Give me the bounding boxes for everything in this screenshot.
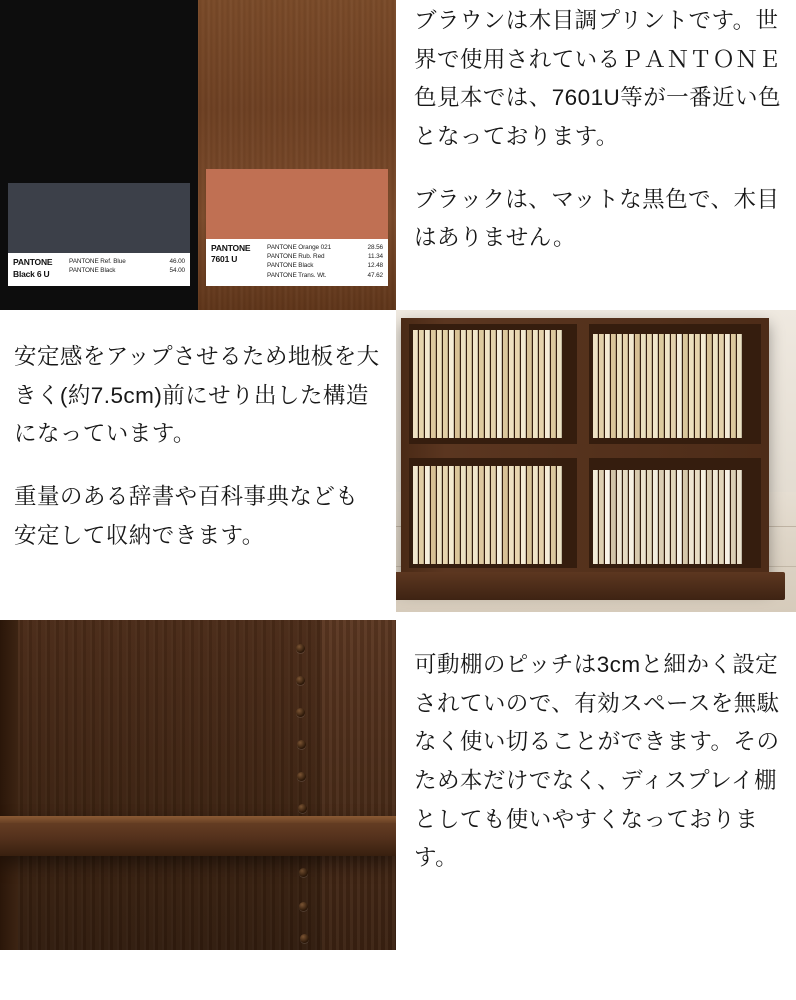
section-stability: [0, 310, 796, 620]
chip-color-block: [206, 169, 388, 239]
chip-recipe-value: 28.56: [367, 243, 383, 251]
stability-description: [0, 310, 396, 620]
chip-code-line2: Black 6 U: [13, 268, 50, 279]
chip-code-line1: PANTONE: [211, 242, 251, 253]
section-shelf-pitch: [0, 620, 796, 960]
shelf-pin-hole: [299, 902, 308, 911]
shelf-compartment: [409, 458, 577, 568]
chip-recipe-label: PANTONE Black: [69, 267, 116, 275]
chip-recipe-label: PANTONE Black: [267, 262, 314, 270]
photo-bookshelf-with-books: [396, 310, 796, 612]
chip-recipe-value: 11.34: [367, 253, 383, 261]
chip-recipe: [69, 257, 185, 280]
photo-shelf-front-edge: [0, 816, 396, 823]
shelf-pitch-description: [396, 620, 796, 960]
chip-recipe-value: 46.00: [169, 258, 185, 266]
chip-code: [211, 243, 267, 280]
book-row: [593, 470, 757, 564]
book-row: [413, 466, 573, 564]
shelf-compartment: [589, 324, 761, 444]
chip-color-block: [8, 183, 190, 253]
chip-info: [8, 253, 190, 286]
shelf-pin-hole: [296, 644, 305, 653]
stability-paragraph-1: 安定感をアップさせるため地板を大きく(約7.5cm)前にせり出した構造になっています。: [14, 344, 380, 447]
chip-recipe-value: 12.48: [367, 262, 383, 270]
shelf-pin-hole: [296, 708, 305, 717]
section-colors: [0, 0, 796, 310]
shelf-pin-hole: [300, 934, 309, 943]
shelf-compartment: [589, 458, 761, 568]
photo-bookcase: [401, 318, 769, 586]
photo-base-board: [396, 572, 785, 600]
chip-recipe-value: 47.62: [367, 271, 383, 279]
shelf-pin-hole: [299, 868, 308, 877]
colors-description: [396, 0, 796, 310]
book-row: [413, 330, 573, 438]
chip-recipe-label: PANTONE Rub. Red: [267, 253, 325, 261]
chip-code-line1: PANTONE: [13, 257, 53, 268]
shelf-pin-hole: [297, 772, 306, 781]
chip-recipe: [267, 243, 383, 280]
photo-left-side-panel: [0, 620, 18, 950]
stability-paragraph-2: 重量のある辞書や百科事典なども安定して収納できます。: [14, 484, 359, 548]
shelf-pitch-paragraph-1: 可動棚のピッチは3cmと細かく設定されていので、有効スペースを無駄なく使い切ることができます。そのため本だけでなく、ディスプレイ棚としても使いやすくなっております。: [414, 652, 780, 871]
colors-paragraph-2: ブラックは、マットな黒色で、木目はありません。: [414, 186, 780, 251]
chip-recipe-label: PANTONE Ref. Blue: [69, 258, 126, 266]
shelf-pin-hole: [298, 804, 307, 813]
book-row: [593, 334, 757, 438]
chip-code: [13, 257, 69, 280]
shelf-compartment: [409, 324, 577, 444]
pantone-chip-brown: [206, 169, 388, 286]
colors-paragraph-1: ブラウンは木目調プリントです。世界で使用されているＰＡＮＴＯＮＥ色見本では、7601U等が一番近い色となっております。: [414, 8, 782, 150]
chip-recipe-value: 54.00: [169, 267, 185, 275]
chip-recipe-label: PANTONE Trans. Wt.: [267, 271, 327, 279]
photo-shelf-pin-holes: [0, 620, 396, 950]
shelf-pin-hole: [297, 740, 306, 749]
chip-code-line2: 7601 U: [211, 254, 238, 265]
pantone-chip-black: [8, 183, 190, 286]
swatch-brown: [198, 0, 396, 310]
swatch-black: [0, 0, 198, 310]
chip-info: [206, 239, 388, 286]
chip-recipe-label: PANTONE Orange 021: [267, 243, 332, 251]
pantone-swatch-pair: [0, 0, 396, 310]
photo-right-side-panel: [322, 620, 396, 950]
shelf-pin-hole: [296, 676, 305, 685]
